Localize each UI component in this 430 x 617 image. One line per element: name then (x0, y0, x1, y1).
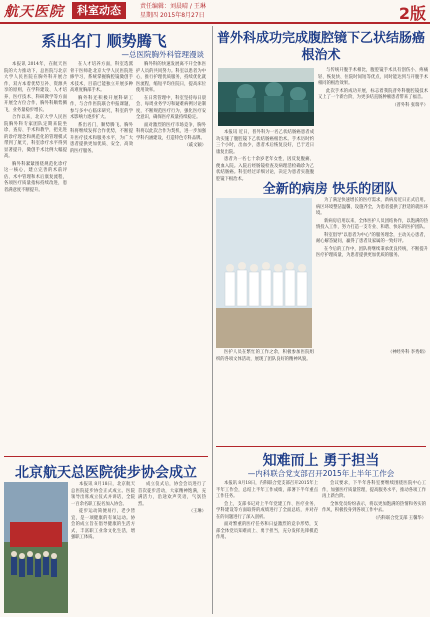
article5-subtitle: —内科联合党支部召开2015年上半年工作会 (247, 469, 395, 478)
paragraph: 胸外科还积极开展科研工作，与合作医院联合申报课题，参与多中心临床研究，科室的学术影响力逐步扩大。 (70, 95, 133, 120)
date-label: 星期四 (140, 12, 159, 19)
article2-title: 普外科成功完成腹腔镜下乙状结肠癌根治术 (216, 31, 425, 63)
paragraph: 新病房启用以来，全体医护人员团结协作，以饱满的热情投入工作，努力打造一支专业、和谐、快乐的医护团队。 (316, 218, 428, 230)
article5-col2 (322, 481, 426, 613)
paragraph: 成立仪式后，协会会员进行了首次徒步活动，大家精神饱满，充满活力，沿途欢声笑语，气氛热烈。 (138, 482, 206, 507)
byline: （戚文颖） (184, 143, 206, 148)
paragraph: 在今后的工作中，团队将继续秉承优良传统，不断提升医疗护理质量，为患者提供更加优质的服务。 (316, 246, 428, 258)
article1-title: 系出名门 顺势腾飞 (41, 32, 167, 50)
paragraph: 会上，支部书记对上半年党建工作、医疗业务、学科建设等方面取得的成绩进行了全面总结，并对存在的问题进行了深入剖析。 (216, 501, 318, 520)
column-divider (212, 26, 213, 614)
paragraph: 合作以来，北京大学人民医院胸外科专家团队定期来院坐诊、查房、手术和教学，把先进的诊疗理念和规范化的管理模式带到了航天，科室诊疗水平得到显著提升，微创手术比例大幅提高。 (4, 115, 67, 159)
article1-col1 (4, 62, 67, 454)
article3-col-right (316, 198, 428, 348)
paragraph: 胸外科紧紧围绕规范化诊疗这一核心，建立完善的术前评估、术中管理和术后康复流程，各项医疗质量指标持续改进，患者满意度不断提升。 (4, 161, 67, 193)
article5-col1 (216, 481, 318, 613)
paragraph: 本报讯 8月18日，北京航天总医院徒步协会正式成立。医院领导出席成立仪式并讲话，全院一百余名职工报名加入协会。 (71, 482, 135, 507)
paragraph: 患者为一名七十余岁老年女性，因反复腹痛、便血入院。入院后经肠镜检查及病理活检确诊为乙状结肠癌。科室经过详细讨论，决定为患者实施腹腔镜下根治术。 (216, 157, 314, 182)
editor-names: 刘晨晴 / 王琳 (170, 3, 206, 10)
article4-col1 (71, 482, 135, 613)
divider (4, 456, 208, 457)
page-number: 2版 (398, 4, 426, 23)
article4-title: 北京航天总医院徒步协会成立 (15, 465, 197, 481)
article3-title: 全新的病房 快乐的团队 (262, 182, 398, 197)
article3-col-right2 (318, 350, 428, 446)
masthead: 航天医院 (4, 4, 64, 20)
surgery-photo (218, 68, 314, 126)
article1-col2 (70, 62, 133, 454)
byline: （王琳） (188, 509, 206, 514)
paragraph: 徒步运动简便易行，老少皆宜，是一项健康的有氧运动。协会的成立旨在倡导健康的生活方式，丰富职工业余文化生活，增强职工体质。 (71, 509, 135, 540)
article3-col-left (216, 350, 314, 446)
divider (216, 446, 426, 447)
paragraph: 本报讯 2014年，在航天医院的大力推动下，总医院与北京大学人民医院在胸外科开展合作，双方本着优势互补、资源共享的原则，在学科建设、人才培养、医疗技术、科研教学等方面开展全方位合作，胸外科顺势腾飞，业务量稳步增长。 (4, 62, 67, 113)
article2-col-right (318, 68, 428, 172)
header-meta (140, 2, 206, 20)
ward-team-photo (216, 198, 312, 348)
paragraph: 本报讯 近日，普外科为一名乙状结肠癌患者成功实施了腹腔镜下乙状结肠癌根治术。手术历时约三个小时，出血少，患者术后恢复良好，已于近日康复出院。 (216, 130, 314, 155)
byline: （内科联合党支部 王馨华） (373, 515, 426, 521)
article1-subtitle: —总医院胸外科管理漫谈 (121, 50, 204, 59)
paragraph: 面对繁重的医疗任务和日益激烈的竞争形势，支部全体党员知难而上、勇于担当，充分发挥先锋模范作用。 (216, 522, 318, 540)
paragraph: 胸外科的快速发展离不开全体医护人员的共同努力。科室以患者为中心，推行护理优质服务，持续优化就医流程，缩短平均住院日，提高床位使用效率。 (136, 62, 206, 93)
article4-col2 (138, 482, 206, 613)
hiking-group-photo (4, 482, 68, 613)
section-tag: 科室动态 (72, 2, 126, 19)
issue-date: 2015年8月27日 (159, 12, 205, 19)
byline: （神经外科 李秀娟） (387, 350, 428, 355)
paragraph: 此次手术的成功开展，标志着我院普外科腹腔镜技术又上了一个新台阶，为更多结直肠肿瘤患者带来了福音。 (318, 88, 428, 100)
paragraph: 系出名门，顺势腾飞。胸外科将继续发挥合作优势，不断提升医疗技术和服务水平，为广大患者提供更加优质、安全、高效的医疗服务。 (70, 122, 133, 154)
paragraph: 与传统开腹手术相比，腹腔镜手术具有创伤小、疼痛轻、恢复快、住院时间短等优点，同时能达到与开腹手术相同的根治效果。 (318, 68, 428, 86)
paragraph: 医护人员在繁忙的工作之余，积极参加医院组织的各项文体活动，展现了团队良好的精神风貌。 (216, 350, 314, 362)
paragraph: 会议要求，下半年各科室要继续围绕医院中心工作，加强医疗质量管理，提高服务水平，推动各项工作再上新台阶。 (322, 481, 426, 499)
paragraph: 为了满足快速增长的医疗需求，新病房近日正式启用。病区环境整洁温馨，设施齐全，为患者提供了舒适的就医环境。 (316, 198, 428, 216)
page-header (0, 0, 430, 24)
paragraph: 在日常管理中，科室坚持每日晨会、每周业务学习和疑难病例讨论制度，不断规范医疗行为，强化医疗安全意识，确保医疗质量持续稳定。 (136, 95, 206, 120)
paragraph: 全体党员纷纷表示，将以更加饱满的热情和务实的作风，积极投身到各项工作中去。 (322, 501, 426, 513)
article2-col-left (216, 130, 314, 182)
article1-col3 (136, 62, 206, 454)
paragraph: 面对激烈的医疗市场竞争，胸外科将以此次合作为契机，进一步加强学科内涵建设，打造特色专科品牌。 (136, 122, 206, 141)
article5-title: 知难而上 勇于担当 (262, 453, 380, 469)
byline: （普外科 张瑞平） (392, 102, 428, 108)
paragraph: 本报讯 8月18日，内科联合党支部召开2015年上半年工作会，总结上半年工作成绩，部署下半年重点工作任务。 (216, 481, 318, 499)
editor-label: 责任编辑： (140, 3, 171, 10)
paragraph: 科室倡导"以患者为中心"的服务理念，主动关心患者，耐心解答疑问，赢得了患者及家属的一致好评。 (316, 232, 428, 244)
paragraph: 在人才培养方面，科室选派骨干医师赴北京大学人民医院进修学习，系统掌握胸腔镜微创手术技术，目前已能独立开展多种高难度胸部手术。 (70, 62, 133, 93)
